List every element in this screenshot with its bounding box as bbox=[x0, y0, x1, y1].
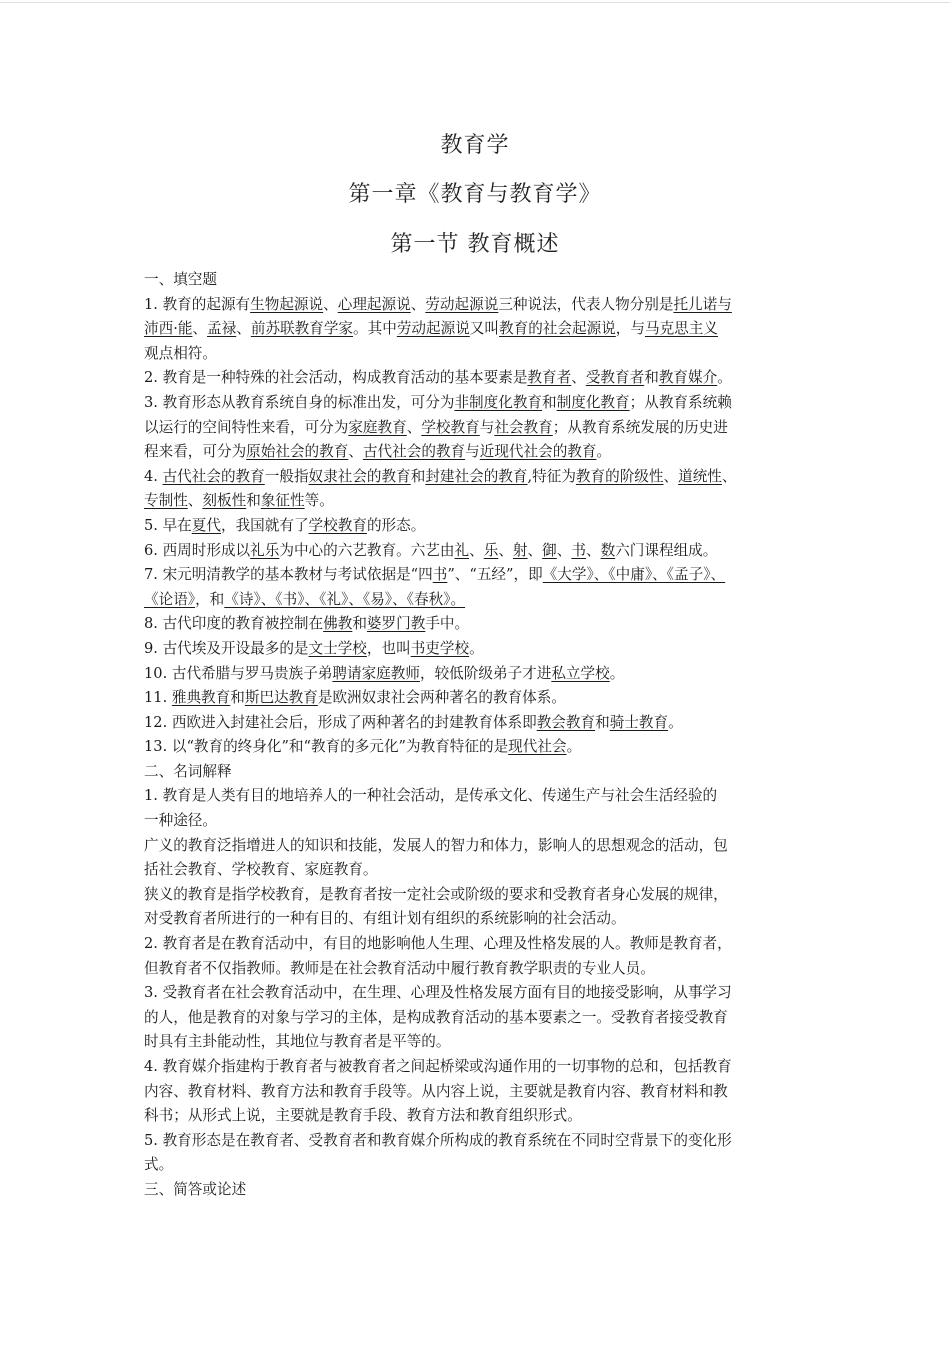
text-line: 7. 宋元明清教学的基本教材与考试依据是“四书”、“五经”，即《大学》、《中庸》、《孟子》、 bbox=[144, 566, 726, 584]
text-line: 5. 教育形态是在教育者、受教育者和教育媒介所构成的教育系统在不同时空背景下的变化形 bbox=[144, 1131, 732, 1149]
text-line: 对受教育者所进行的一种有目的、有组计划有组织的系统影响的社会活动。 bbox=[144, 910, 626, 928]
section-heading: 第一节 教育概述 bbox=[390, 232, 560, 257]
top-divider bbox=[0, 2, 950, 3]
text-line: 科书；从形式上说，主要就是教育手段、教育方法和教育组织形式。 bbox=[144, 1107, 582, 1125]
text-line: 式。 bbox=[144, 1156, 174, 1174]
text-line: 内容、教育材料、教育方法和教育手段等。从内容上说，主要就是教育内容、教育材料和教 bbox=[144, 1082, 728, 1100]
text-line: 4. 教育媒介指建构于教育者与被教育者之间起桥梁或沟通作用的一切事物的总和，包括教育 bbox=[144, 1058, 732, 1075]
text-line: 5. 早在夏代，我国就有了学校教育的形态。 bbox=[144, 516, 426, 534]
text-line: 专制性、刻板性和象征性等。 bbox=[144, 492, 334, 510]
document-body bbox=[144, 268, 812, 1203]
text-line: 程来看，可分为原始社会的教育、古代社会的教育与近现代社会的教育。 bbox=[144, 443, 612, 461]
text-line: 12. 西欧进入封建社会后，形成了两种著名的封建教育体系即教会教育和骑士教育。 bbox=[144, 713, 683, 731]
text-line: 沛西·能、孟禄、前苏联教育学家。其中劳动起源说又叫教育的社会起源说，与马克思主义 bbox=[144, 320, 718, 338]
text-line: 10. 古代希腊与罗马贵族子弟聘请家庭教师，较低阶级弟子才进私立学校。 bbox=[144, 664, 625, 682]
document-title: 教育学 bbox=[440, 133, 510, 158]
text-line: 但教育者不仅指教师。教师是在社会教育活动中履行教育教学职责的专业人员。 bbox=[144, 959, 655, 977]
text-line: 2. 教育者是在教育活动中，有目的地影响他人生理、心理及性格发展的人。教师是教育者， bbox=[144, 935, 732, 953]
text-line: 狭义的教育是指学校教育，是教育者按一定社会或阶级的要求和受教育者身心发展的规律， bbox=[144, 885, 728, 903]
text-line: 4. 古代社会的教育一般指奴隶社会的教育和封建社会的教育,特征为教育的阶级性、道统性、 bbox=[144, 467, 737, 485]
text-line: 8. 古代印度的教育被控制在佛教和婆罗门教手中。 bbox=[144, 615, 470, 633]
text-line: 观点相符。 bbox=[144, 344, 217, 362]
text-line: 13. 以“教育的终身化”和“教育的多元化”为教育特征的是现代社会。 bbox=[144, 738, 582, 756]
text-line: 3. 受教育者在社会教育活动中，在生理、心理及性格发展方面有目的地接受影响，从事学习 bbox=[144, 984, 732, 1002]
text-line: 11. 雅典教育和斯巴达教育是欧洲奴隶社会两种著名的教育体系。 bbox=[144, 689, 566, 707]
chapter-heading: 第一章《教育与教育学》 bbox=[348, 182, 602, 207]
text-line: 6. 西周时形成以礼乐为中心的六艺教育。六艺由礼、乐、射、御、书、数六门课程组成。 bbox=[144, 541, 718, 559]
text-line: 广义的教育泛指增进人的知识和技能，发展人的智力和体力，影响人的思想观念的活动，包 bbox=[144, 836, 728, 854]
text-line: 1. 教育的起源有生物起源说、心理起源说、劳动起源说三种说法，代表人物分别是托儿诺与 bbox=[144, 295, 732, 313]
text-line: 括社会教育、学校教育、家庭教育。 bbox=[144, 861, 378, 879]
text-line: 一种途径。 bbox=[144, 812, 217, 830]
text-line: 3. 教育形态从教育系统自身的标准出发，可分为非制度化教育和制度化教育；从教育系统赖 bbox=[144, 393, 732, 411]
section-label: 三、简答或论述 bbox=[144, 1180, 247, 1198]
section-label: 二、名词解释 bbox=[144, 762, 232, 780]
text-line: 9. 古代埃及开设最多的是文士学校，也叫书吏学校。 bbox=[144, 639, 484, 657]
section-label: 一、填空题 bbox=[144, 271, 217, 288]
text-line: 以运行的空间特性来看，可分为家庭教育、学校教育与社会教育；从教育系统发展的历史进 bbox=[144, 418, 728, 436]
text-line: 时具有主卦能动性，其地位与教育者是平等的。 bbox=[144, 1033, 451, 1051]
text-line: 1. 教育是人类有目的地培养人的一种社会活动，是传承文化、传递生产与社会生活经验的 bbox=[144, 787, 718, 805]
text-line: 的人，他是教育的对象与学习的主体，是构成教育活动的基本要素之一。受教育者接受教育 bbox=[144, 1008, 728, 1026]
text-line: 《论语》，和《诗》、《书》、《礼》、《易》、《春秋》。 bbox=[144, 590, 466, 608]
text-line: 2. 教育是一种特殊的社会活动，构成教育活动的基本要素是教育者、受教育者和教育媒介。 bbox=[144, 369, 732, 387]
